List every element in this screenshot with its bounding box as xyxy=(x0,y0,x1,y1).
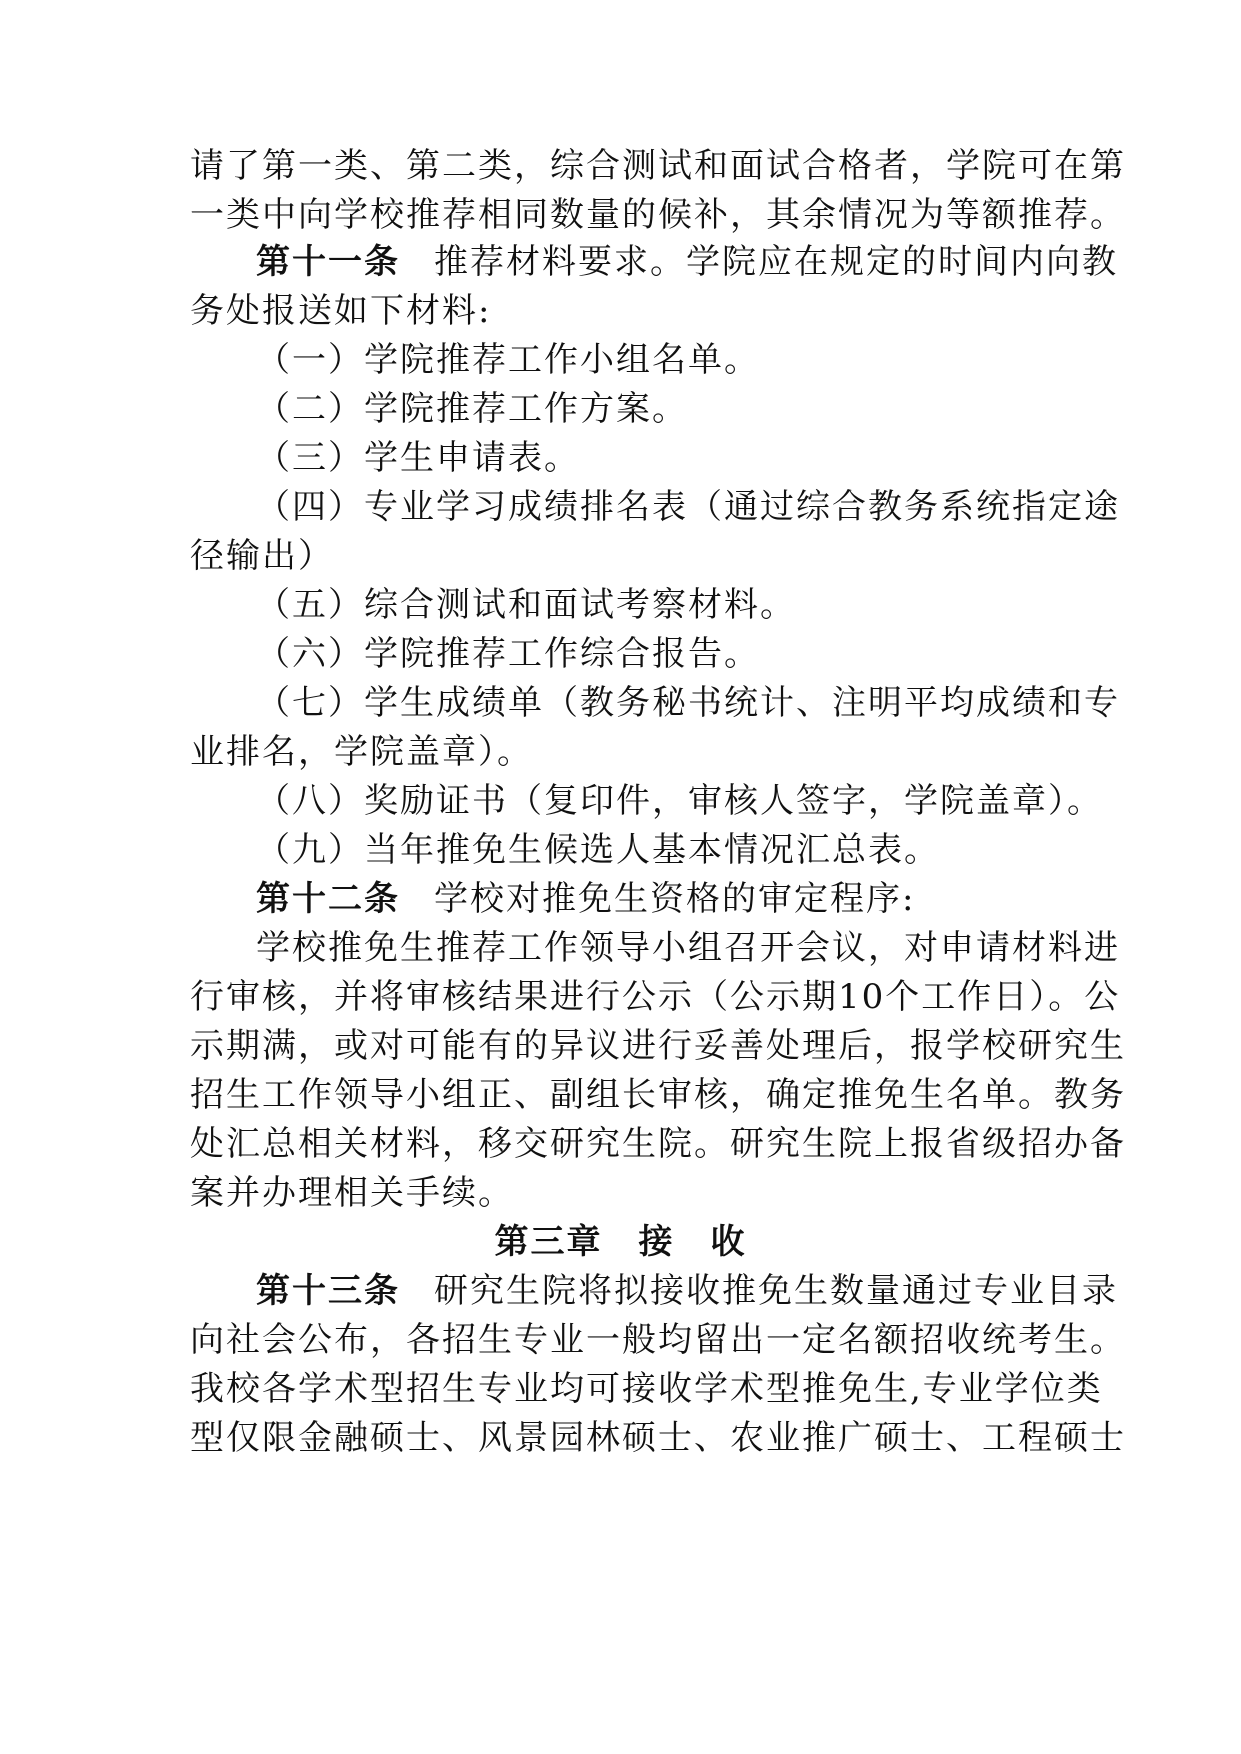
article-11-text: 推荐材料要求。学院应在规定的时间内向教 xyxy=(434,242,1118,282)
article-12-line xyxy=(256,879,1050,919)
text-line: 请了第一类、第二类，综合测试和面试合格者，学院可在第 xyxy=(190,146,1126,186)
article-11-line xyxy=(256,242,1118,282)
article-13-label: 第十三条 xyxy=(256,1271,400,1311)
paragraph-line: 我校各学术型招生专业均可接收学术型推免生,专业学位类 xyxy=(190,1369,1103,1409)
paragraph-line: 型仅限金融硕士、风景园林硕士、农业推广硕士、工程硕士 xyxy=(190,1418,1126,1458)
list-item-continued: 业排名，学院盖章）。 xyxy=(190,732,533,772)
paragraph-line: 示期满，或对可能有的异议进行妥善处理后，报学校研究生 xyxy=(190,1026,1126,1066)
paragraph-line: 向社会公布，各招生专业一般均留出一定名额招收统考生。 xyxy=(190,1320,1126,1360)
chapter-heading: 第三章 接 收 xyxy=(494,1222,747,1262)
list-item-continued: 径输出） xyxy=(190,536,334,576)
list-item: （七）学生成绩单（教务秘书统计、注明平均成绩和专 xyxy=(256,683,1120,723)
list-item: （一）学院推荐工作小组名单。 xyxy=(256,340,760,380)
article-13-line xyxy=(256,1271,1118,1311)
text-line: 务处报送如下材料: xyxy=(190,291,492,331)
paragraph-line: 案并办理相关手续。 xyxy=(190,1173,514,1213)
text-line: 一类中向学校推荐相同数量的候补，其余情况为等额推荐。 xyxy=(190,195,1126,235)
paragraph-line: 学校推免生推荐工作领导小组召开会议，对申请材料进 xyxy=(256,928,1120,968)
article-13-text: 研究生院将拟接收推免生数量通过专业目录 xyxy=(434,1271,1118,1311)
list-item: （二）学院推荐工作方案。 xyxy=(256,389,688,429)
article-12-text: 学校对推免生资格的审定程序: xyxy=(434,879,916,919)
list-item: （六）学院推荐工作综合报告。 xyxy=(256,634,760,674)
list-item: （四）专业学习成绩排名表（通过综合教务系统指定途 xyxy=(256,487,1120,527)
list-item: （三）学生申请表。 xyxy=(256,438,580,478)
list-item: （九）当年推免生候选人基本情况汇总表。 xyxy=(256,830,940,870)
article-11-label: 第十一条 xyxy=(256,242,400,282)
list-item: （五）综合测试和面试考察材料。 xyxy=(256,585,796,625)
paragraph-line: 行审核，并将审核结果进行公示（公示期10个工作日）。公 xyxy=(190,977,1121,1017)
paragraph-line: 招生工作领导小组正、副组长审核，确定推免生名单。教务 xyxy=(190,1075,1126,1115)
paragraph-line: 处汇总相关材料，移交研究生院。研究生院上报省级招办备 xyxy=(190,1124,1126,1164)
list-item: （八）奖励证书（复印件，审核人签字，学院盖章）。 xyxy=(256,781,1103,821)
article-12-label: 第十二条 xyxy=(256,879,400,919)
